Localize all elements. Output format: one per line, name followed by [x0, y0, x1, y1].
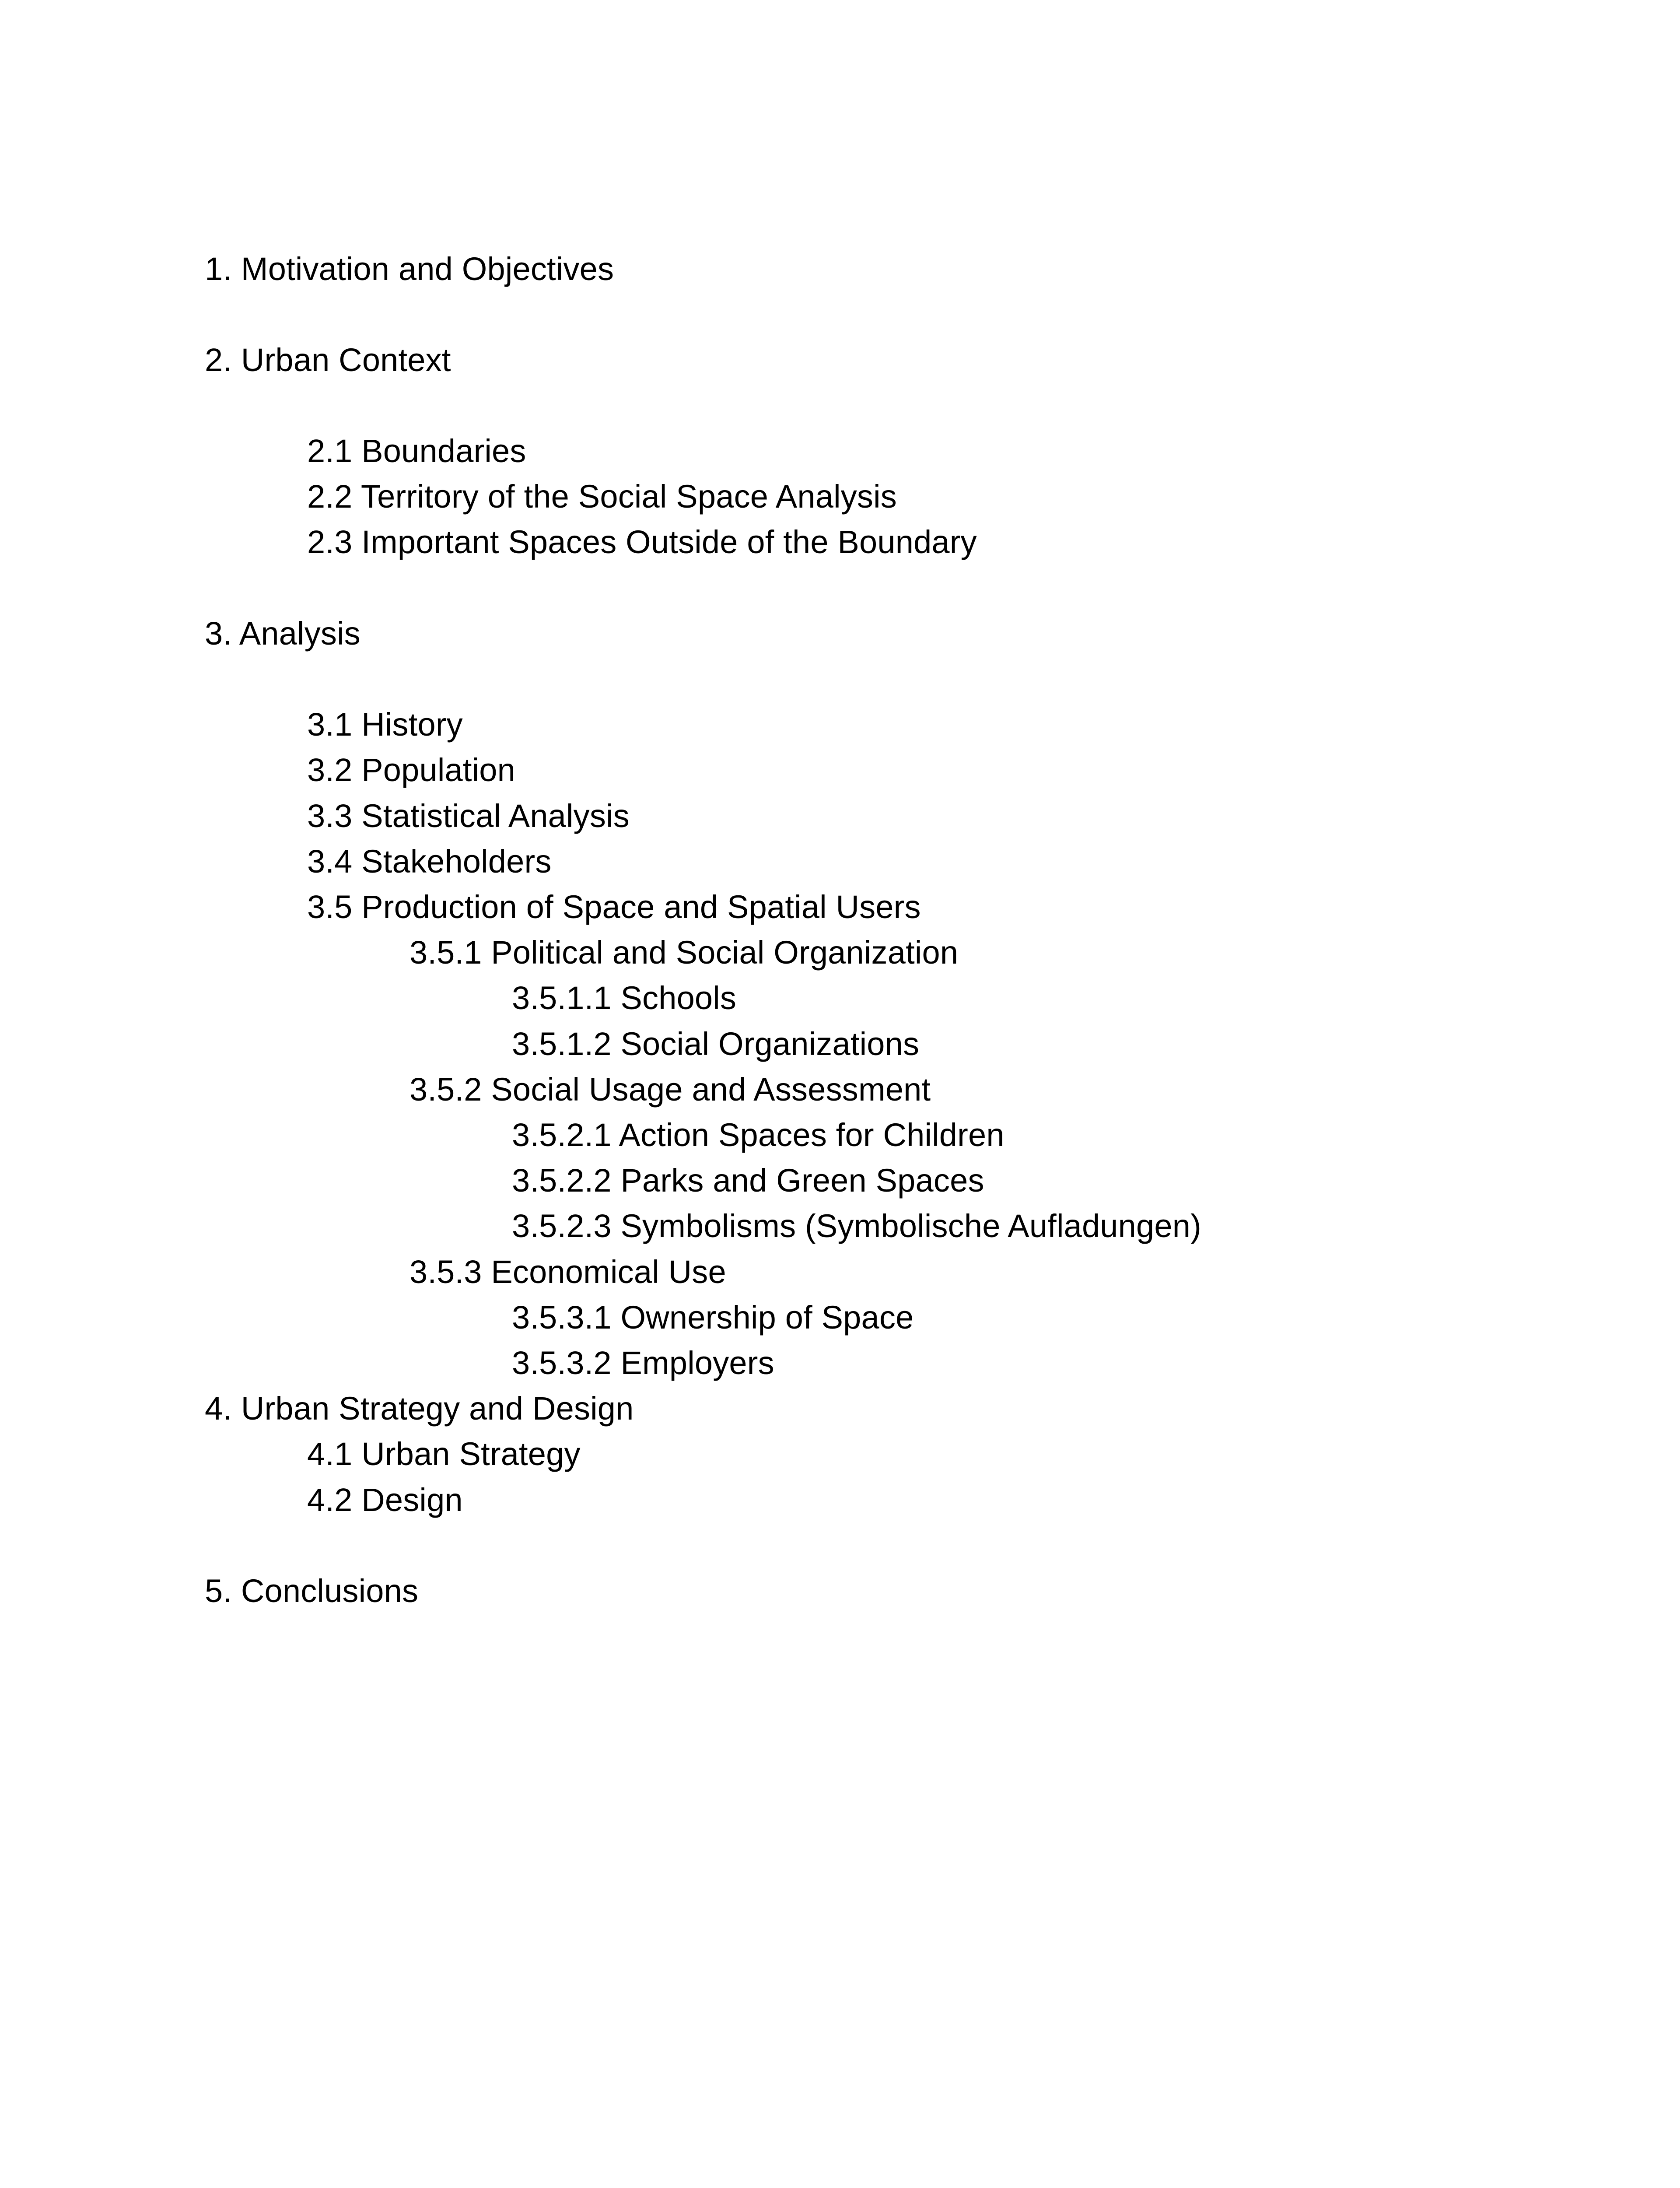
toc-entry-level-2: 4.2 Design: [307, 1482, 463, 1518]
toc-entry-level-4: 3.5.1.2 Social Organizations: [512, 1026, 920, 1062]
toc-entry-level-3: 3.5.3 Economical Use: [410, 1254, 726, 1290]
toc-entry-level-2: 3.2 Population: [307, 752, 515, 788]
toc-entry-level-4: 3.5.2.1 Action Spaces for Children: [512, 1117, 1004, 1153]
toc-entry-level-4: 3.5.2.2 Parks and Green Spaces: [512, 1162, 984, 1199]
toc-entry-level-3: 3.5.2 Social Usage and Assessment: [410, 1071, 931, 1108]
toc-entry-level-2: 2.1 Boundaries: [307, 433, 526, 469]
toc-entry-level-2: 4.1 Urban Strategy: [307, 1436, 581, 1472]
toc-entry-level-2: 3.4 Stakeholders: [307, 843, 552, 880]
toc-entry-level-3: 3.5.1 Political and Social Organization: [410, 934, 959, 971]
toc-entry-level-1: 2. Urban Context: [205, 342, 451, 378]
toc-entry-level-4: 3.5.2.3 Symbolisms (Symbolische Aufladungen): [512, 1208, 1201, 1244]
toc-entry-level-1: 4. Urban Strategy and Design: [205, 1390, 634, 1427]
toc-entry-level-2: 3.3 Statistical Analysis: [307, 798, 630, 834]
toc-entry-level-1: 1. Motivation and Objectives: [205, 251, 614, 287]
toc-entry-level-2: 2.2 Territory of the Social Space Analysis: [307, 478, 897, 515]
toc-entry-level-4: 3.5.3.2 Employers: [512, 1345, 774, 1381]
toc-entry-level-1: 3. Analysis: [205, 615, 360, 652]
toc-entry-level-1: 5. Conclusions: [205, 1573, 419, 1609]
toc-entry-level-2: 2.3 Important Spaces Outside of the Boundary: [307, 524, 977, 560]
toc-entry-level-4: 3.5.3.1 Ownership of Space: [512, 1299, 914, 1336]
toc-entry-level-4: 3.5.1.1 Schools: [512, 980, 737, 1016]
toc-entry-level-2: 3.5 Production of Space and Spatial Users: [307, 889, 921, 925]
toc-entry-level-2: 3.1 History: [307, 706, 463, 743]
